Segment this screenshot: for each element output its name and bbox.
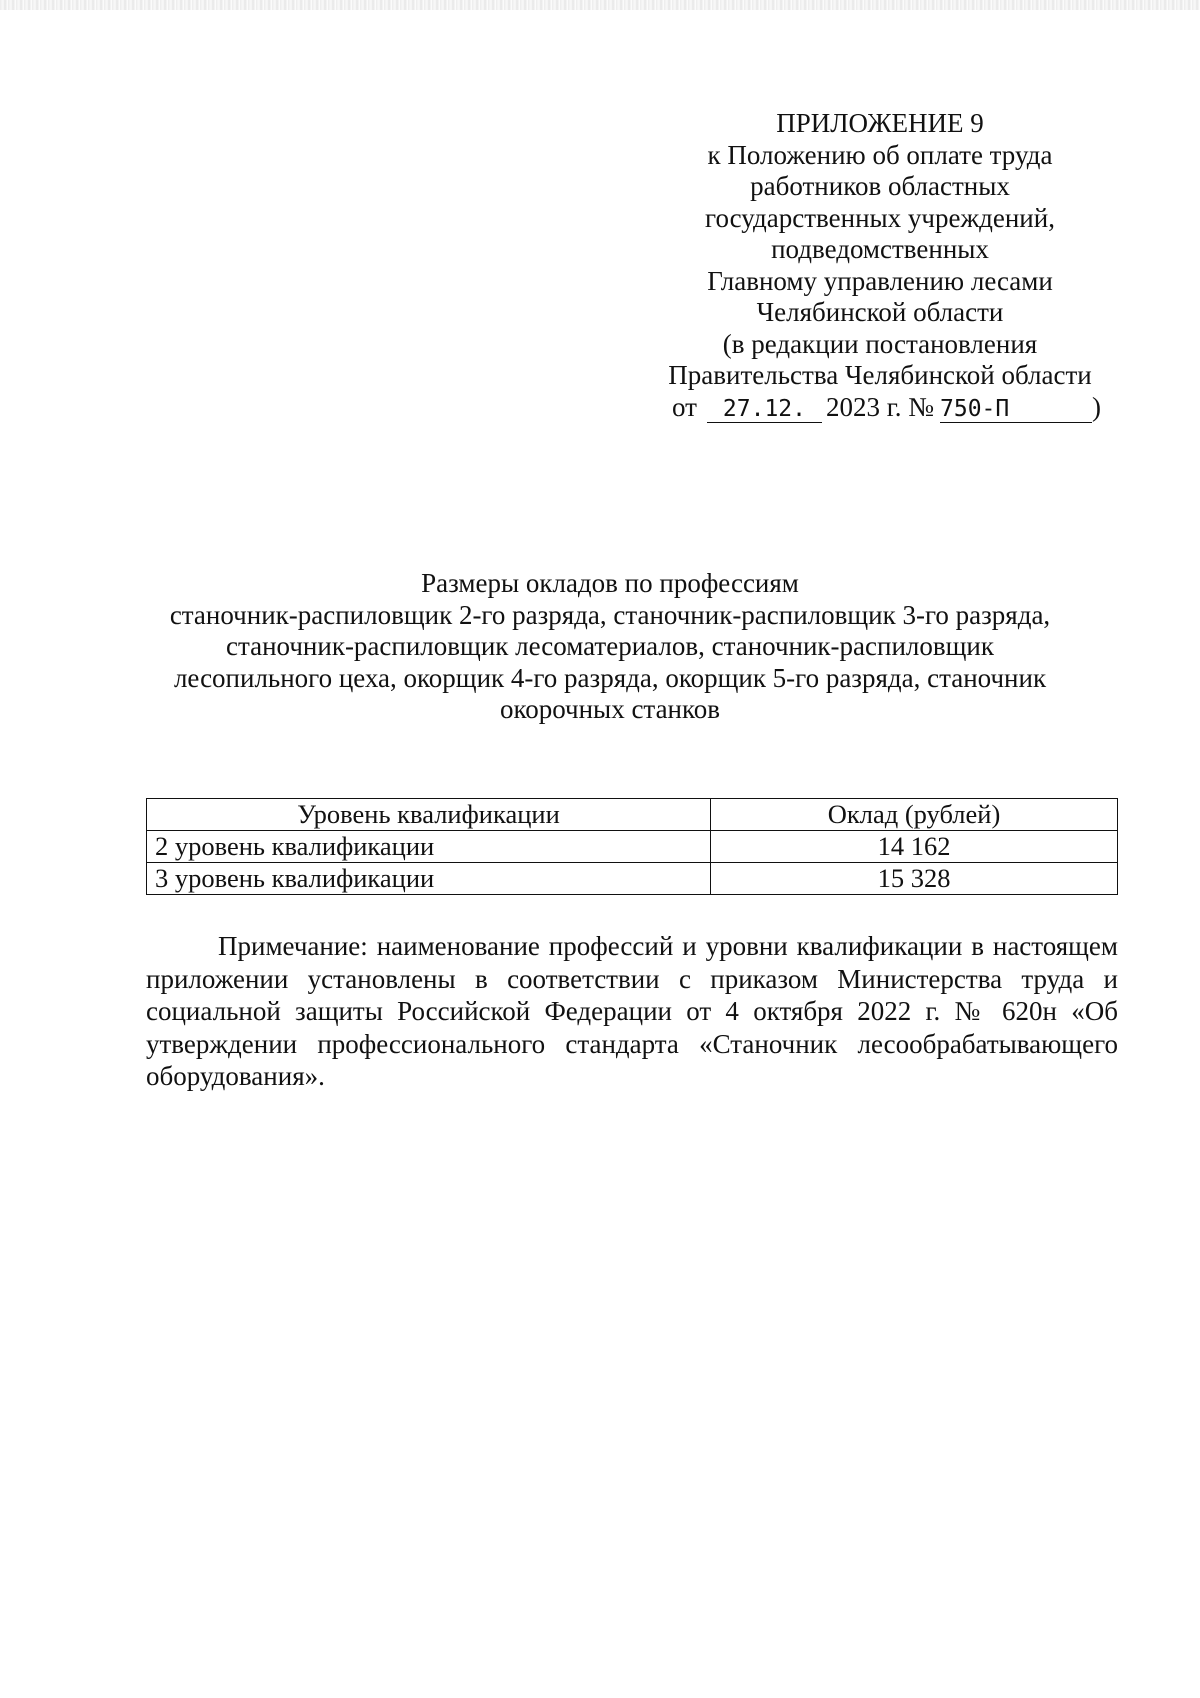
appendix-line: работников областных — [750, 171, 1010, 201]
appendix-line: государственных учреждений, — [705, 202, 1055, 233]
salary-amount-cell: 14 162 — [711, 831, 1118, 863]
qualification-level-cell: 3 уровень квалификации — [147, 863, 711, 895]
column-header-salary: Оклад (рублей) — [711, 799, 1118, 831]
document-title — [150, 568, 1070, 726]
appendix-line: (в редакции постановления — [722, 328, 1038, 359]
appendix-line: Главному управлению лесами — [707, 265, 1053, 296]
appendix-header — [640, 108, 1120, 423]
appendix-line: Челябинской области — [756, 297, 1004, 327]
appendix-line: Правительства Челябинской области — [668, 360, 1092, 390]
appendix-line: подведомственных — [771, 234, 989, 264]
resolution-number-field: 750-П — [940, 396, 1092, 423]
qualification-level-cell: 2 уровень квалификации — [147, 831, 711, 863]
appendix-title: ПРИЛОЖЕНИЕ 9 — [776, 108, 984, 138]
closing-parenthesis: ) — [1092, 391, 1101, 422]
scan-edge-artifact — [0, 0, 1200, 10]
salary-amount-cell: 15 328 — [711, 863, 1118, 895]
title-line: станочник-распиловщик 2-го разряда, станочник-распиловщик 3-го разряда, — [169, 599, 1051, 630]
table-row — [147, 831, 1118, 863]
column-header-level: Уровень квалификации — [147, 799, 711, 831]
title-line: лесопильного цеха, окорщик 4-го разряда, окорщик 5-го разряда, станочник — [173, 662, 1047, 693]
title-line: окорочных станков — [499, 694, 720, 724]
date-prefix: от — [672, 391, 697, 422]
resolution-date-field: 27.12. — [707, 396, 822, 423]
resolution-date-line — [640, 392, 1120, 424]
table-header-row — [147, 799, 1118, 831]
note-paragraph: Примечание: наименование профессий и уровни квалификации в настоящем приложении установлены в соответствии с приказом Министерства труда и социальной защиты Российской Федерации от 4 октября 2022 г. № 620н «Об утверждении профессионального стандарта «Станочник лесообрабатывающего оборудования». — [146, 931, 1118, 1091]
year-text: 2023 г. № — [825, 391, 934, 422]
title-line: станочник-распиловщик лесоматериалов, станочник-распиловщик — [226, 631, 994, 661]
salary-table — [146, 798, 1118, 895]
appendix-line: к Положению об оплате труда — [707, 139, 1053, 170]
table-row — [147, 863, 1118, 895]
title-line: Размеры окладов по профессиям — [421, 568, 799, 598]
